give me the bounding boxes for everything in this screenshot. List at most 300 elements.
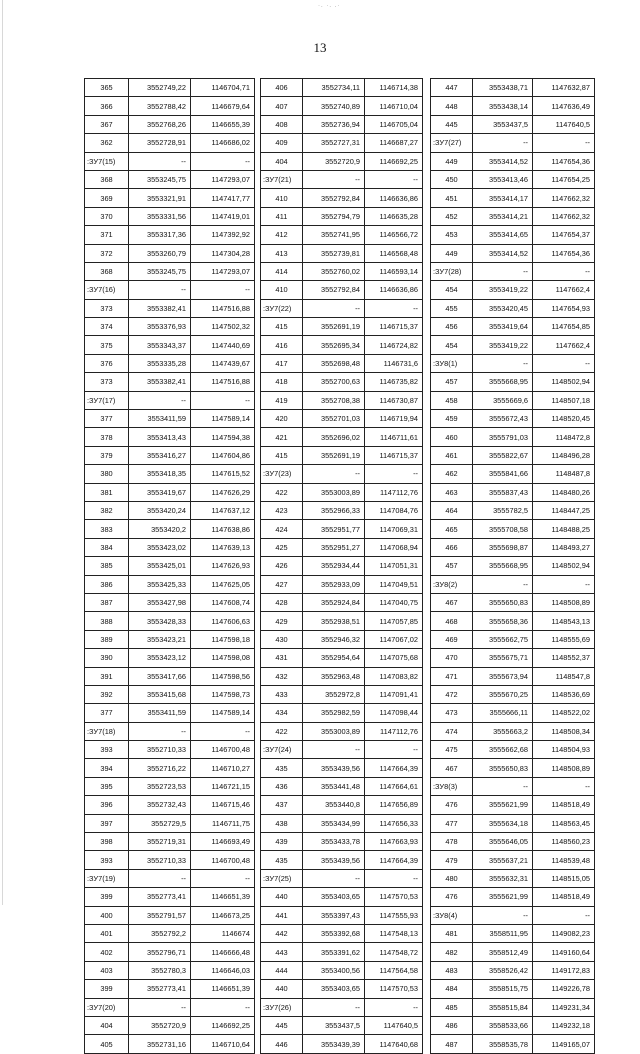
parcel-label-cell: :ЗУ8(1) bbox=[431, 354, 473, 372]
x-coordinate-cell: 3552963,48 bbox=[303, 667, 365, 685]
x-coordinate-cell: 3555621,99 bbox=[473, 888, 533, 906]
point-number-cell: 403 bbox=[85, 961, 129, 979]
parcel-header-row bbox=[431, 906, 595, 924]
y-coordinate-cell: 1148480,26 bbox=[533, 483, 595, 501]
x-coordinate-cell: 3553245,75 bbox=[129, 262, 191, 280]
point-number-cell: 482 bbox=[431, 943, 473, 961]
point-number-cell: 427 bbox=[261, 575, 303, 593]
point-number-cell: 448 bbox=[431, 97, 473, 115]
x-coordinate-cell: 3553414,17 bbox=[473, 189, 533, 207]
y-coordinate-cell: 1146711,61 bbox=[365, 428, 423, 446]
point-number-cell: 412 bbox=[261, 226, 303, 244]
x-coordinate-cell: 3553331,56 bbox=[129, 207, 191, 225]
parcel-header-row bbox=[85, 722, 255, 740]
y-coordinate-cell: 1147598,73 bbox=[191, 685, 255, 703]
y-coordinate-cell: 1148552,37 bbox=[533, 649, 595, 667]
x-coordinate-cell: 3555673,94 bbox=[473, 667, 533, 685]
table-row bbox=[261, 520, 423, 538]
y-coordinate-cell: 1147663,93 bbox=[365, 833, 423, 851]
table-row bbox=[261, 1035, 423, 1053]
table-row bbox=[85, 170, 255, 188]
table-row bbox=[261, 189, 423, 207]
y-coordinate-cell: 1148563,45 bbox=[533, 814, 595, 832]
x-coordinate-cell: 3552710,33 bbox=[129, 741, 191, 759]
point-number-cell: 367 bbox=[85, 115, 129, 133]
x-coordinate-cell: 3552710,33 bbox=[129, 851, 191, 869]
point-number-cell: 485 bbox=[431, 998, 473, 1016]
y-coordinate-cell: 1147417,77 bbox=[191, 189, 255, 207]
table-row bbox=[431, 501, 595, 519]
x-coordinate-cell: 3553414,52 bbox=[473, 244, 533, 262]
point-number-cell: 419 bbox=[261, 391, 303, 409]
y-coordinate-cell: 1148508,89 bbox=[533, 593, 595, 611]
x-coordinate-cell: 3552736,94 bbox=[303, 115, 365, 133]
point-number-cell: 474 bbox=[431, 722, 473, 740]
x-coordinate-cell: 3555698,87 bbox=[473, 538, 533, 556]
table-row bbox=[431, 557, 595, 575]
y-coordinate-cell: 1146710,27 bbox=[191, 759, 255, 777]
parcel-header-row bbox=[431, 575, 595, 593]
x-coordinate-cell: 3558511,95 bbox=[473, 924, 533, 942]
point-number-cell: 457 bbox=[431, 557, 473, 575]
y-coordinate-cell: 1147662,32 bbox=[533, 207, 595, 225]
y-coordinate-cell: 1148504,93 bbox=[533, 741, 595, 759]
y-coordinate-cell: 1147075,68 bbox=[365, 649, 423, 667]
point-number-cell: 390 bbox=[85, 649, 129, 667]
y-coordinate-cell: 1146710,64 bbox=[191, 1035, 255, 1053]
table-row bbox=[431, 391, 595, 409]
table-row bbox=[85, 741, 255, 759]
y-coordinate-cell: 1147548,13 bbox=[365, 924, 423, 942]
point-number-cell: 483 bbox=[431, 961, 473, 979]
table-row bbox=[85, 538, 255, 556]
table-row bbox=[431, 943, 595, 961]
point-number-cell: 382 bbox=[85, 501, 129, 519]
x-coordinate-cell: 3555668,95 bbox=[473, 557, 533, 575]
y-coordinate-cell: 1146566,72 bbox=[365, 226, 423, 244]
parcel-label-cell: :ЗУ8(3) bbox=[431, 777, 473, 795]
table-row bbox=[85, 704, 255, 722]
x-coordinate-cell: 3553403,65 bbox=[303, 980, 365, 998]
point-number-cell: 405 bbox=[85, 1035, 129, 1053]
x-coordinate-cell: 3553418,35 bbox=[129, 465, 191, 483]
y-coordinate-cell: 1147083,82 bbox=[365, 667, 423, 685]
table-row bbox=[85, 777, 255, 795]
point-number-cell: 435 bbox=[261, 851, 303, 869]
x-coordinate-cell: 3553425,33 bbox=[129, 575, 191, 593]
x-coordinate-cell: 3553392,68 bbox=[303, 924, 365, 942]
table-row bbox=[261, 226, 423, 244]
x-coordinate-cell: 3553419,64 bbox=[473, 318, 533, 336]
y-coordinate-cell: 1148488,25 bbox=[533, 520, 595, 538]
y-coordinate-cell: 1146704,71 bbox=[191, 79, 255, 97]
table-row bbox=[431, 649, 595, 667]
parcel-label-cell: :ЗУ7(25) bbox=[261, 869, 303, 887]
point-number-cell: 434 bbox=[261, 704, 303, 722]
y-coordinate-cell: 1148493,27 bbox=[533, 538, 595, 556]
point-number-cell: 422 bbox=[261, 483, 303, 501]
y-coordinate-cell: 1147598,08 bbox=[191, 649, 255, 667]
point-number-cell: 432 bbox=[261, 667, 303, 685]
x-coordinate-cell: 3555782,5 bbox=[473, 501, 533, 519]
table-row bbox=[261, 318, 423, 336]
table-row bbox=[85, 814, 255, 832]
table-row bbox=[85, 520, 255, 538]
y-coordinate-cell: 1147589,14 bbox=[191, 410, 255, 428]
point-number-cell: 389 bbox=[85, 630, 129, 648]
table-row bbox=[431, 612, 595, 630]
x-coordinate-cell: 3553440,8 bbox=[303, 796, 365, 814]
table-row bbox=[85, 1035, 255, 1053]
point-number-cell: 381 bbox=[85, 483, 129, 501]
table-row bbox=[85, 373, 255, 391]
table-row bbox=[85, 318, 255, 336]
y-coordinate-cell: 1147637,12 bbox=[191, 501, 255, 519]
y-coordinate-cell: 1148536,69 bbox=[533, 685, 595, 703]
point-number-cell: 410 bbox=[261, 281, 303, 299]
point-number-cell: 429 bbox=[261, 612, 303, 630]
x-coordinate-cell: 3553391,62 bbox=[303, 943, 365, 961]
y-coordinate-cell: 1147640,5 bbox=[365, 1016, 423, 1034]
x-coordinate-cell: 3553441,48 bbox=[303, 777, 365, 795]
y-coordinate-cell: 1148520,45 bbox=[533, 410, 595, 428]
point-number-cell: 467 bbox=[431, 759, 473, 777]
table-row bbox=[431, 115, 595, 133]
point-number-cell: 476 bbox=[431, 796, 473, 814]
table-row bbox=[261, 557, 423, 575]
x-coordinate-cell: 3552695,34 bbox=[303, 336, 365, 354]
table-row bbox=[261, 924, 423, 942]
x-coordinate-cell: 3555841,66 bbox=[473, 465, 533, 483]
x-coordinate-cell: 3555791,03 bbox=[473, 428, 533, 446]
x-coordinate-cell: 3553417,66 bbox=[129, 667, 191, 685]
scan-marks: ·. ·. .· bbox=[318, 3, 341, 9]
parcel-label-cell: :ЗУ7(27) bbox=[431, 134, 473, 152]
y-coordinate-cell: 1146568,48 bbox=[365, 244, 423, 262]
y-coordinate-cell: 1146715,37 bbox=[365, 318, 423, 336]
table-row bbox=[261, 630, 423, 648]
point-number-cell: 425 bbox=[261, 538, 303, 556]
x-coordinate-cell: 3553416,27 bbox=[129, 446, 191, 464]
x-coordinate-cell: 3553438,14 bbox=[473, 97, 533, 115]
table-row bbox=[261, 336, 423, 354]
point-number-cell: 397 bbox=[85, 814, 129, 832]
x-coordinate-cell: -- bbox=[303, 299, 365, 317]
y-coordinate-cell: 1146730,87 bbox=[365, 391, 423, 409]
point-number-cell: 451 bbox=[431, 189, 473, 207]
point-number-cell: 440 bbox=[261, 888, 303, 906]
y-coordinate-cell: 1147615,52 bbox=[191, 465, 255, 483]
x-coordinate-cell: 3553343,37 bbox=[129, 336, 191, 354]
x-coordinate-cell: 3552933,09 bbox=[303, 575, 365, 593]
table-row bbox=[85, 851, 255, 869]
table-row bbox=[85, 428, 255, 446]
table-row bbox=[431, 446, 595, 464]
table-row bbox=[261, 134, 423, 152]
point-number-cell: 463 bbox=[431, 483, 473, 501]
x-coordinate-cell: 3552723,53 bbox=[129, 777, 191, 795]
point-number-cell: 473 bbox=[431, 704, 473, 722]
table-row bbox=[431, 79, 595, 97]
y-coordinate-cell: -- bbox=[191, 281, 255, 299]
y-coordinate-cell: -- bbox=[533, 906, 595, 924]
table-row bbox=[85, 97, 255, 115]
x-coordinate-cell: 3553415,68 bbox=[129, 685, 191, 703]
coordinate-table-left bbox=[84, 78, 255, 1054]
table-row bbox=[431, 814, 595, 832]
y-coordinate-cell: 1147654,37 bbox=[533, 226, 595, 244]
y-coordinate-cell: 1147664,39 bbox=[365, 851, 423, 869]
point-number-cell: 376 bbox=[85, 354, 129, 372]
point-number-cell: 465 bbox=[431, 520, 473, 538]
y-coordinate-cell: 1149160,64 bbox=[533, 943, 595, 961]
y-coordinate-cell: -- bbox=[365, 998, 423, 1016]
y-coordinate-cell: 1147662,32 bbox=[533, 189, 595, 207]
table-row bbox=[261, 906, 423, 924]
x-coordinate-cell: 3552719,31 bbox=[129, 833, 191, 851]
point-number-cell: 414 bbox=[261, 262, 303, 280]
table-row bbox=[431, 759, 595, 777]
point-number-cell: 391 bbox=[85, 667, 129, 685]
y-coordinate-cell: 1146735,82 bbox=[365, 373, 423, 391]
table-row bbox=[431, 152, 595, 170]
x-coordinate-cell: 3552792,84 bbox=[303, 281, 365, 299]
table-row bbox=[85, 980, 255, 998]
y-coordinate-cell: 1147639,13 bbox=[191, 538, 255, 556]
table-row bbox=[431, 685, 595, 703]
point-number-cell: 370 bbox=[85, 207, 129, 225]
y-coordinate-cell: 1147091,41 bbox=[365, 685, 423, 703]
x-coordinate-cell: 3553420,24 bbox=[129, 501, 191, 519]
point-number-cell: 471 bbox=[431, 667, 473, 685]
point-number-cell: 384 bbox=[85, 538, 129, 556]
x-coordinate-cell: -- bbox=[473, 777, 533, 795]
x-coordinate-cell: 3555675,71 bbox=[473, 649, 533, 667]
table-row bbox=[261, 446, 423, 464]
y-coordinate-cell: 1146646,03 bbox=[191, 961, 255, 979]
x-coordinate-cell: 3553420,45 bbox=[473, 299, 533, 317]
parcel-header-row bbox=[85, 391, 255, 409]
table-row bbox=[431, 924, 595, 942]
x-coordinate-cell: 3553437,5 bbox=[473, 115, 533, 133]
x-coordinate-cell: 3553428,33 bbox=[129, 612, 191, 630]
parcel-label-cell: :ЗУ7(19) bbox=[85, 869, 129, 887]
x-coordinate-cell: 3552696,02 bbox=[303, 428, 365, 446]
x-coordinate-cell: 3555634,18 bbox=[473, 814, 533, 832]
y-coordinate-cell: 1147555,93 bbox=[365, 906, 423, 924]
point-number-cell: 415 bbox=[261, 446, 303, 464]
parcel-header-row bbox=[85, 281, 255, 299]
table-row bbox=[431, 538, 595, 556]
y-coordinate-cell: -- bbox=[533, 575, 595, 593]
y-coordinate-cell: 1146692,25 bbox=[365, 152, 423, 170]
y-coordinate-cell: 1149231,34 bbox=[533, 998, 595, 1016]
table-row bbox=[261, 538, 423, 556]
x-coordinate-cell: 3552732,43 bbox=[129, 796, 191, 814]
y-coordinate-cell: 1147516,88 bbox=[191, 299, 255, 317]
point-number-cell: 467 bbox=[431, 593, 473, 611]
x-coordinate-cell: 3558512,49 bbox=[473, 943, 533, 961]
point-number-cell: 371 bbox=[85, 226, 129, 244]
y-coordinate-cell: -- bbox=[365, 465, 423, 483]
y-coordinate-cell: 1146593,14 bbox=[365, 262, 423, 280]
point-number-cell: 406 bbox=[261, 79, 303, 97]
x-coordinate-cell: 3552972,8 bbox=[303, 685, 365, 703]
x-coordinate-cell: 3553439,56 bbox=[303, 851, 365, 869]
point-number-cell: 383 bbox=[85, 520, 129, 538]
point-number-cell: 423 bbox=[261, 501, 303, 519]
x-coordinate-cell: 3555708,58 bbox=[473, 520, 533, 538]
y-coordinate-cell: 1147040,75 bbox=[365, 593, 423, 611]
x-coordinate-cell: 3553420,2 bbox=[129, 520, 191, 538]
point-number-cell: 404 bbox=[85, 1016, 129, 1034]
table-row bbox=[261, 961, 423, 979]
point-number-cell: 366 bbox=[85, 97, 129, 115]
point-number-cell: 368 bbox=[85, 262, 129, 280]
x-coordinate-cell: -- bbox=[473, 906, 533, 924]
table-row bbox=[261, 152, 423, 170]
table-row bbox=[85, 115, 255, 133]
parcel-label-cell: :ЗУ7(22) bbox=[261, 299, 303, 317]
point-number-cell: 396 bbox=[85, 796, 129, 814]
table-row bbox=[85, 593, 255, 611]
y-coordinate-cell: 1146693,49 bbox=[191, 833, 255, 851]
y-coordinate-cell: 1148508,89 bbox=[533, 759, 595, 777]
table-row bbox=[85, 79, 255, 97]
table-row bbox=[261, 593, 423, 611]
table-row bbox=[85, 630, 255, 648]
y-coordinate-cell: 1147654,36 bbox=[533, 244, 595, 262]
x-coordinate-cell: -- bbox=[129, 391, 191, 409]
x-coordinate-cell: 3555662,68 bbox=[473, 741, 533, 759]
y-coordinate-cell: 1148543,13 bbox=[533, 612, 595, 630]
x-coordinate-cell: 3552792,2 bbox=[129, 924, 191, 942]
point-number-cell: 466 bbox=[431, 538, 473, 556]
y-coordinate-cell: 1147626,93 bbox=[191, 557, 255, 575]
x-coordinate-cell: -- bbox=[303, 170, 365, 188]
x-coordinate-cell: 3553400,56 bbox=[303, 961, 365, 979]
y-coordinate-cell: 1147640,5 bbox=[533, 115, 595, 133]
x-coordinate-cell: -- bbox=[129, 281, 191, 299]
parcel-label-cell: :ЗУ7(28) bbox=[431, 262, 473, 280]
y-coordinate-cell: 1149172,83 bbox=[533, 961, 595, 979]
point-number-cell: 430 bbox=[261, 630, 303, 648]
x-coordinate-cell: 3552792,84 bbox=[303, 189, 365, 207]
point-number-cell: 362 bbox=[85, 134, 129, 152]
x-coordinate-cell: 3552716,22 bbox=[129, 759, 191, 777]
y-coordinate-cell: 1148502,94 bbox=[533, 557, 595, 575]
parcel-header-row bbox=[85, 869, 255, 887]
point-number-cell: 385 bbox=[85, 557, 129, 575]
point-number-cell: 394 bbox=[85, 759, 129, 777]
y-coordinate-cell: 1147654,25 bbox=[533, 170, 595, 188]
y-coordinate-cell: 1147606,63 bbox=[191, 612, 255, 630]
y-coordinate-cell: 1147548,72 bbox=[365, 943, 423, 961]
parcel-label-cell: :ЗУ7(16) bbox=[85, 281, 129, 299]
y-coordinate-cell: 1146710,04 bbox=[365, 97, 423, 115]
x-coordinate-cell: 3552946,32 bbox=[303, 630, 365, 648]
x-coordinate-cell: 3558533,66 bbox=[473, 1016, 533, 1034]
table-row bbox=[85, 667, 255, 685]
y-coordinate-cell: 1147392,92 bbox=[191, 226, 255, 244]
x-coordinate-cell: 3553260,79 bbox=[129, 244, 191, 262]
x-coordinate-cell: 3553427,98 bbox=[129, 593, 191, 611]
table-row bbox=[261, 262, 423, 280]
y-coordinate-cell: 1147293,07 bbox=[191, 170, 255, 188]
y-coordinate-cell: 1147589,14 bbox=[191, 704, 255, 722]
x-coordinate-cell: -- bbox=[303, 869, 365, 887]
point-number-cell: 368 bbox=[85, 170, 129, 188]
table-row bbox=[431, 961, 595, 979]
point-number-cell: 479 bbox=[431, 851, 473, 869]
point-number-cell: 428 bbox=[261, 593, 303, 611]
y-coordinate-cell: 1146651,39 bbox=[191, 888, 255, 906]
y-coordinate-cell: 1146686,02 bbox=[191, 134, 255, 152]
x-coordinate-cell: 3553321,91 bbox=[129, 189, 191, 207]
point-number-cell: 475 bbox=[431, 741, 473, 759]
y-coordinate-cell: 1147098,44 bbox=[365, 704, 423, 722]
x-coordinate-cell: 3552701,03 bbox=[303, 410, 365, 428]
y-coordinate-cell: -- bbox=[191, 869, 255, 887]
point-number-cell: 449 bbox=[431, 244, 473, 262]
x-coordinate-cell: 3553423,02 bbox=[129, 538, 191, 556]
parcel-header-row bbox=[261, 998, 423, 1016]
x-coordinate-cell: 3552698,48 bbox=[303, 354, 365, 372]
page-number: 13 bbox=[313, 40, 327, 55]
x-coordinate-cell: 3552720,9 bbox=[129, 1016, 191, 1034]
point-number-cell: 421 bbox=[261, 428, 303, 446]
x-coordinate-cell: 3553411,59 bbox=[129, 410, 191, 428]
table-row bbox=[261, 667, 423, 685]
parcel-label-cell: :ЗУ7(17) bbox=[85, 391, 129, 409]
x-coordinate-cell: 3552691,19 bbox=[303, 446, 365, 464]
table-row bbox=[85, 575, 255, 593]
y-coordinate-cell: -- bbox=[365, 170, 423, 188]
y-coordinate-cell: 1148508,34 bbox=[533, 722, 595, 740]
point-number-cell: 460 bbox=[431, 428, 473, 446]
table-row bbox=[431, 244, 595, 262]
point-number-cell: 480 bbox=[431, 869, 473, 887]
x-coordinate-cell: 3553413,46 bbox=[473, 170, 533, 188]
y-coordinate-cell: 1146731,6 bbox=[365, 354, 423, 372]
x-coordinate-cell: 3553437,5 bbox=[303, 1016, 365, 1034]
x-coordinate-cell: 3553439,39 bbox=[303, 1035, 365, 1053]
x-coordinate-cell: 3552708,38 bbox=[303, 391, 365, 409]
parcel-label-cell: :ЗУ7(15) bbox=[85, 152, 129, 170]
point-number-cell: 401 bbox=[85, 924, 129, 942]
point-number-cell: 420 bbox=[261, 410, 303, 428]
table-row bbox=[85, 354, 255, 372]
point-number-cell: 422 bbox=[261, 722, 303, 740]
x-coordinate-cell: 3553003,89 bbox=[303, 722, 365, 740]
y-coordinate-cell: 1146651,39 bbox=[191, 980, 255, 998]
x-coordinate-cell: 3552966,33 bbox=[303, 501, 365, 519]
y-coordinate-cell: 1149232,18 bbox=[533, 1016, 595, 1034]
point-number-cell: 407 bbox=[261, 97, 303, 115]
parcel-label-cell: :ЗУ8(4) bbox=[431, 906, 473, 924]
y-coordinate-cell: -- bbox=[365, 741, 423, 759]
point-number-cell: 433 bbox=[261, 685, 303, 703]
table-row bbox=[431, 170, 595, 188]
table-row bbox=[431, 299, 595, 317]
point-number-cell: 435 bbox=[261, 759, 303, 777]
table-row bbox=[261, 207, 423, 225]
x-coordinate-cell: 3552951,77 bbox=[303, 520, 365, 538]
y-coordinate-cell: 1146655,39 bbox=[191, 115, 255, 133]
x-coordinate-cell: -- bbox=[473, 575, 533, 593]
y-coordinate-cell: 1146705,04 bbox=[365, 115, 423, 133]
point-number-cell: 380 bbox=[85, 465, 129, 483]
